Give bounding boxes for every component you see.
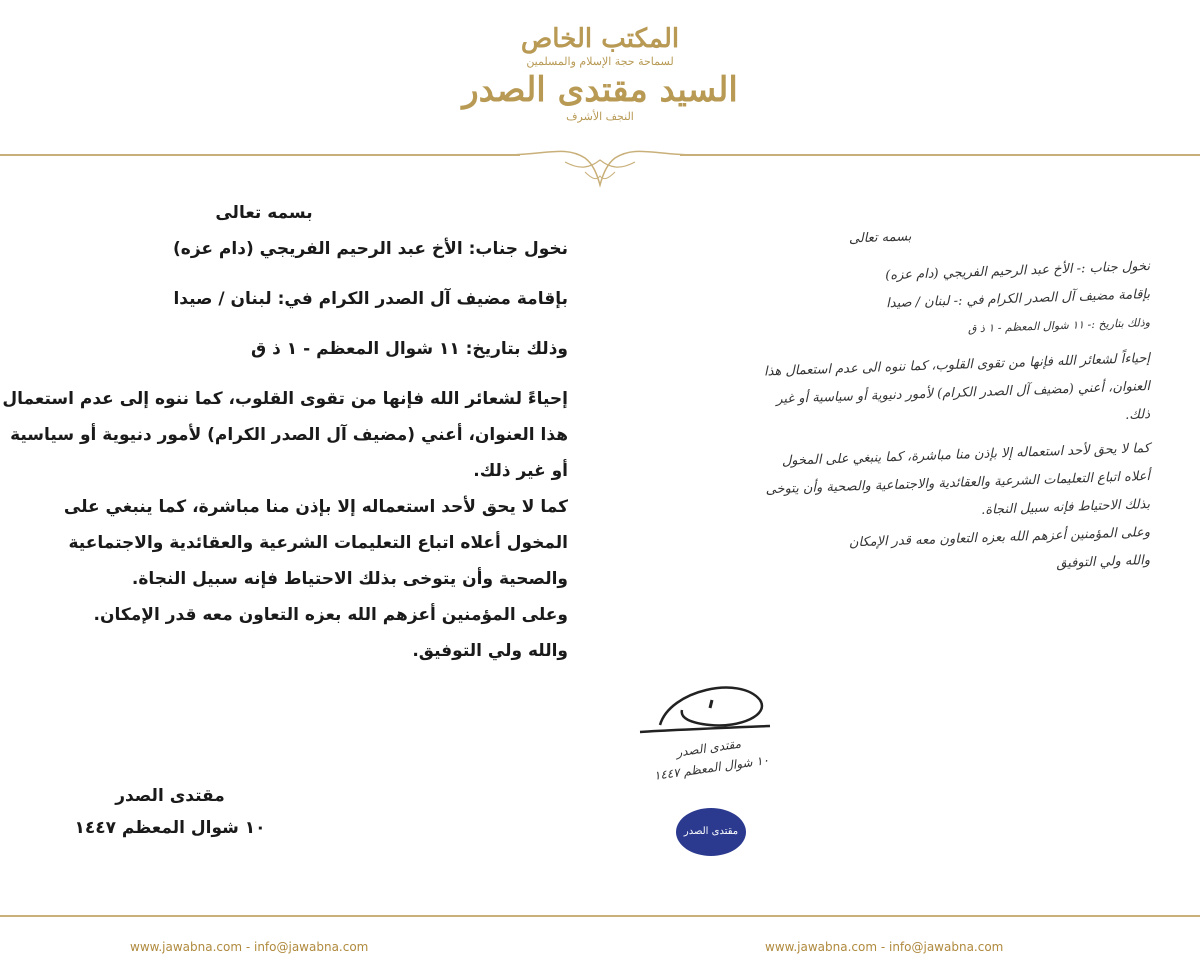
letterhead-name: السيد مقتدى الصدر	[462, 70, 738, 110]
signature-name: مقتدى الصدر	[115, 786, 225, 806]
typed-line: المخول أعلاه اتباع التعليمات الشرعية والعقائدية والاجتماعية	[68, 533, 568, 553]
letterhead-logo	[450, 24, 750, 124]
handwritten-title: بسمه تعالى	[848, 229, 912, 247]
signature-date: ١٠ شوال المعظم ١٤٤٧	[74, 818, 266, 838]
handwritten-line: وعلى المؤمنين أعزهم الله بعزه التعاون معه قدر الإمكان	[848, 525, 1151, 551]
letterhead-title: المكتب الخاص	[520, 24, 680, 54]
handwritten-signature-name: مقتدى الصدر	[675, 736, 742, 760]
typed-line: وعلى المؤمنين أعزهم الله بعزه التعاون معه قدر الإمكان.	[93, 605, 568, 625]
handwritten-line: أعلاه اتباع التعليمات الشرعية والعقائدية والاجتماعية والصحية وأن يتوخى	[765, 469, 1151, 498]
handwritten-line: بإقامة مضيف آل الصدر الكرام في :- لبنان / صيدا	[885, 287, 1151, 312]
header-rule-right	[680, 154, 1200, 156]
letterhead-city: النجف الأشرف	[566, 110, 634, 123]
handwritten-line: إحياءاً لشعائر الله فإنها من تقوى القلوب، كما ننوه الى عدم استعمال هذا	[763, 351, 1151, 380]
ornament-icon	[505, 140, 695, 190]
handwritten-line: وذلك بتاريخ :- ١١ شوال المعظم - ١ ذ ق	[967, 316, 1151, 336]
header-rule-left	[0, 154, 520, 156]
footer-contact-right: www.jawabna.com - info@jawabna.com	[765, 940, 1004, 954]
seal-stamp: مقتدى الصدر	[676, 808, 746, 856]
handwritten-letter	[610, 215, 1150, 575]
letterhead-subtitle: لسماحة حجة الإسلام والمسلمين	[526, 55, 674, 68]
handwritten-line: والله ولي التوفيق	[1056, 553, 1151, 572]
typed-line: كما لا يحق لأحد استعماله إلا بإذن منا مباشرة، كما ينبغي على	[63, 497, 568, 517]
handwritten-line: العنوان، أعني (مضيف آل الصدر الكرام) لأمور دنيوية أو سياسية أو غير	[775, 379, 1151, 408]
handwritten-line: نخول جناب :- الأخ عبد الرحيم الفريجي (دام عزه)	[884, 259, 1151, 284]
typed-line: أو غير ذلك.	[473, 461, 568, 481]
typed-line: وذلك بتاريخ: ١١ شوال المعظم - ١ ذ ق	[251, 339, 568, 359]
handwritten-signature-date: ١٠ شوال المعظم ١٤٤٧	[652, 752, 770, 783]
typed-line: نخول جناب: الأخ عبد الرحيم الفريجي (دام عزه)	[173, 239, 568, 259]
letterhead	[0, 0, 1200, 200]
typed-title: بسمه تعالى	[215, 203, 313, 223]
typed-signature	[60, 780, 280, 844]
typed-line: والله ولي التوفيق.	[412, 641, 568, 661]
typed-line: إحياءً لشعائر الله فإنها من تقوى القلوب، كما ننوه إلى عدم استعمال	[2, 389, 568, 409]
typed-line: بإقامة مضيف آل الصدر الكرام في: لبنان / صيدا	[173, 289, 568, 309]
footer-contact-left: www.jawabna.com - info@jawabna.com	[130, 940, 369, 954]
handwritten-line: كما لا يحق لأحد استعماله إلا بإذن منا مباشرة، كما ينبغي على المخول	[781, 441, 1151, 469]
typed-line: هذا العنوان، أعني (مضيف آل الصدر الكرام) لأمور دنيوية أو سياسية	[10, 425, 568, 445]
handwritten-line: بذلك الاحتياط فإنه سبيل النجاة.	[980, 497, 1151, 518]
footer-rule	[0, 915, 1200, 917]
handwritten-line: ذلك.	[1124, 407, 1151, 423]
typed-letter	[2, 195, 568, 669]
footer	[0, 920, 1200, 968]
typed-line: والصحية وأن يتوخى بذلك الاحتياط فإنه سبيل النجاة.	[131, 569, 568, 589]
